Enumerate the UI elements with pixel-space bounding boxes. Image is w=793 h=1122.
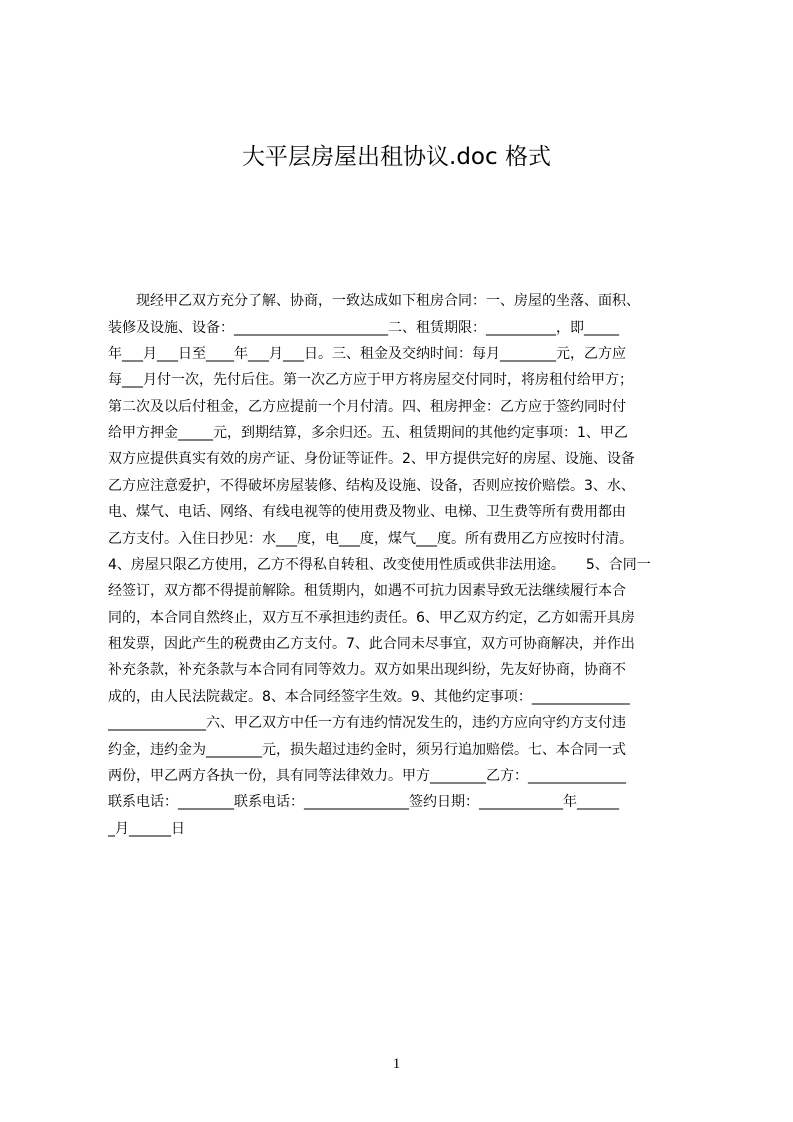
body-line: 电、煤气、电话、网络、有线电视等的使用费及物业、电梯、卫生费等所有费用都由 — [108, 504, 626, 520]
body-line: 两份，甲乙两方各执一份，具有同等法律效力。甲方________乙方：______________ — [108, 768, 626, 784]
body-line: 乙方支付。入住日抄见：水___度，电___度，煤气___度。所有费用乙方应按时付清。 — [108, 531, 633, 547]
body-line: 第二次及以后付租金，乙方应提前一个月付清。四、租房押金：乙方应于签约同时付 — [108, 399, 626, 415]
body-line: 年___月___日至____年___月___日。三、租金及交纳时间：每月________元，乙方应 — [108, 346, 626, 362]
body-line: 租发票，因此产生的税费由乙方支付。7、此合同未尽事宜，双方可协商解决，并作出 — [108, 636, 635, 652]
body-line: 4、房屋只限乙方使用，乙方不得私自转租、改变使用性质或供非法用途。 5、合同一 — [108, 557, 651, 573]
body-line: 约金，违约金为________元，损失超过违约金时，须另行追加赔偿。七、本合同一式 — [108, 742, 626, 758]
body-line: 联系电话：________联系电话：_______________签约日期：____________年______ — [108, 794, 619, 810]
page-number: 1 — [392, 1056, 401, 1072]
body-line: 每___月付一次，先付后住。第一次乙方应于甲方将房屋交付同时，将房租付给甲方； — [108, 372, 633, 388]
body-line: _月______日 — [108, 821, 185, 837]
body-line: 乙方应注意爱护，不得破坏房屋装修、结构及设施、设备，否则应按价赔偿。3、水、 — [108, 478, 635, 494]
body-line: 补充条款，补充条款与本合同有同等效力。双方如果出现纠纷，先友好协商，协商不 — [108, 662, 626, 678]
body-line: 同的，本合同自然终止，双方互不承担违约责任。6、甲乙双方约定，乙方如需开具房 — [108, 610, 635, 626]
body-line: 经签订，双方都不得提前解除。租赁期内，如遇不可抗力因素导致无法继续履行本合 — [108, 583, 626, 599]
body-line: 装修及设施、设备：______________________二、租赁期限：__________，即_____ — [108, 320, 619, 336]
body-line: 双方应提供真实有效的房产证、身份证等证件。2、甲方提供完好的房屋、设施、设备 — [108, 451, 635, 467]
body-line: 成的，由人民法院裁定。8、本合同经签字生效。9、其他约定事项：______________ — [108, 689, 630, 705]
body-line: 现经甲乙双方充分了解、协商，一致达成如下租房合同：一、房屋的坐落、面积、 — [108, 293, 640, 309]
body-line: 给甲方押金_____元，到期结算，多余归还。五、租赁期间的其他约定事项：1、甲乙 — [108, 425, 628, 441]
document-title: 大平层房屋出租协议.doc 格式 — [242, 144, 551, 170]
body-line: ______________六、甲乙双方中任一方有违约情况发生的，违约方应向守约方支付违 — [108, 715, 626, 731]
